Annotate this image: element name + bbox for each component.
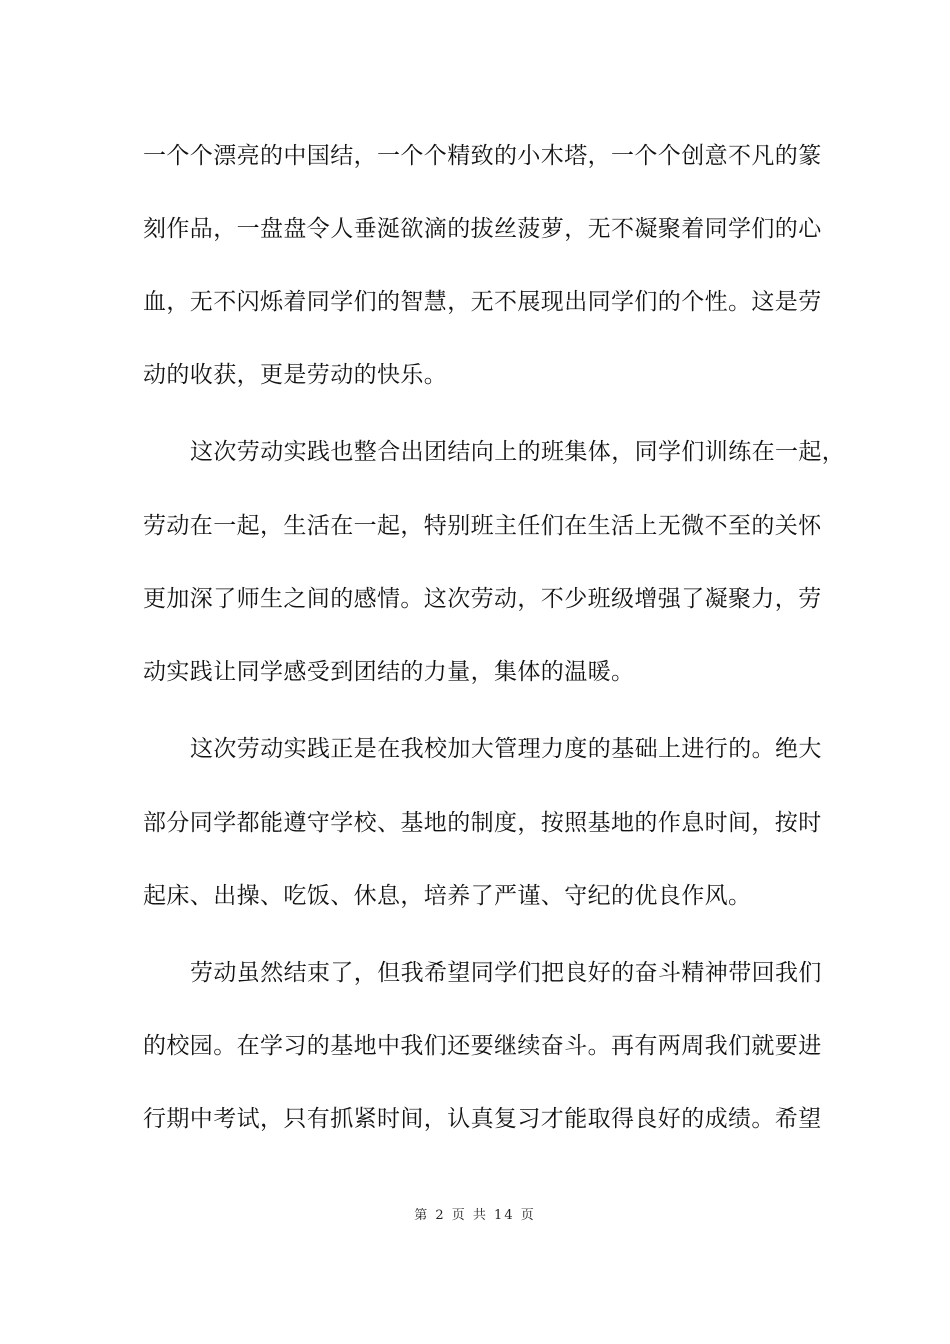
- text-line: 的校园。在学习的基地中我们还要继续奋斗。再有两周我们就要进: [143, 1033, 822, 1059]
- text-line: 部分同学都能遵守学校、基地的制度，按照基地的作息时间，按时: [143, 810, 822, 836]
- text-line: 劳动在一起，生活在一起，特别班主任们在生活上无微不至的关怀: [143, 513, 822, 539]
- text-line: 起床、出操、吃饭、休息，培养了严谨、守纪的优良作风。: [143, 883, 752, 909]
- text-line: 更加深了师生之间的感情。这次劳动，不少班级增强了凝聚力，劳: [143, 586, 822, 612]
- text-line: 一个个漂亮的中国结，一个个精致的小木塔，一个个创意不凡的篆: [143, 143, 822, 169]
- page-number-footer: 第 2 页 共 14 页: [414, 1208, 536, 1223]
- paragraph-first-line: 这次劳动实践正是在我校加大管理力度的基础上进行的。绝大: [190, 736, 822, 762]
- text-line: 动实践让同学感受到团结的力量，集体的温暖。: [143, 659, 635, 685]
- text-line: 刻作品，一盘盘令人垂涎欲滴的拔丝菠萝，无不凝聚着同学们的心: [143, 216, 822, 242]
- paragraph-first-line: 这次劳动实践也整合出团结向上的班集体，同学们训练在一起，: [190, 439, 846, 465]
- text-line: 血，无不闪烁着同学们的智慧，无不展现出同学们的个性。这是劳: [143, 289, 822, 315]
- text-line: 行期中考试，只有抓紧时间，认真复习才能取得良好的成绩。希望: [143, 1106, 822, 1132]
- paragraph-first-line: 劳动虽然结束了，但我希望同学们把良好的奋斗精神带回我们: [190, 960, 822, 986]
- text-line: 动的收获，更是劳动的快乐。: [143, 362, 448, 388]
